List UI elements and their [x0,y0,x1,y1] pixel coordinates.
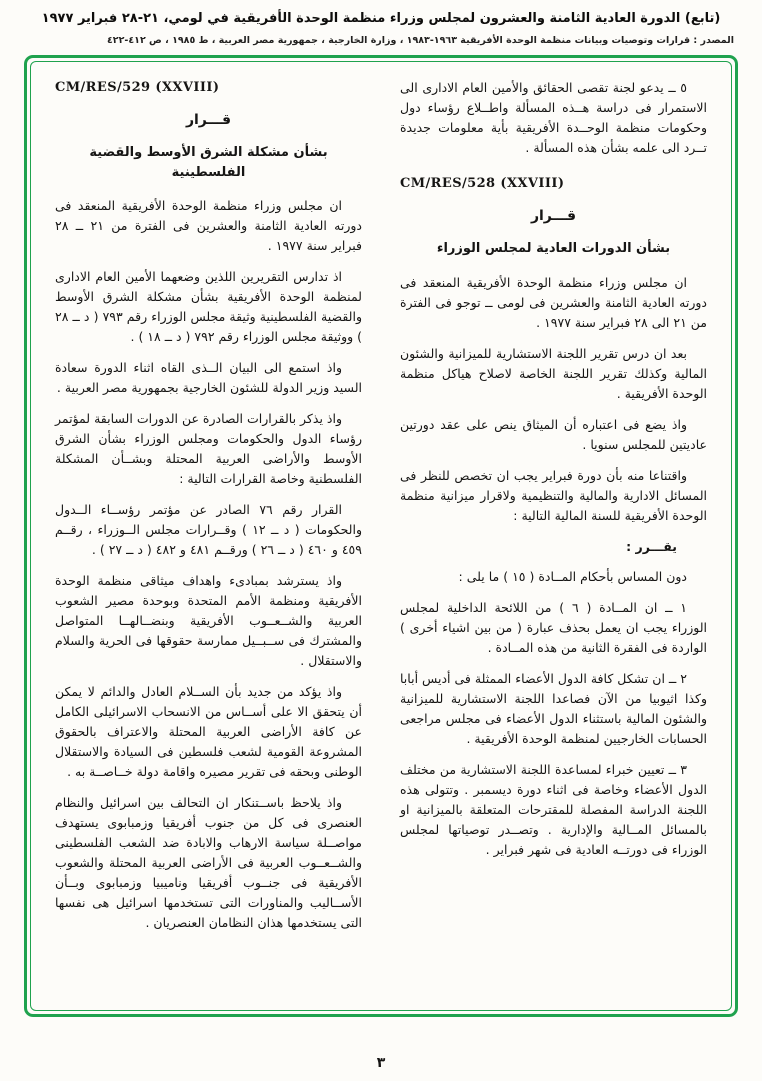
paragraph: اذ تدارس التقريرين اللذين وضعهما الأمين العام الادارى لمنظمة الوحدة الأفريقية بشأن مشكلة الشرق الأوسط والقضية الفلسطينية وثيقة مجلس الوزراء رقم ٧٩٣ ( د ــ ٢٨ ) ووثيقة مجلس الوزراء رقم ٧٩٢ ( د ــ ١٨ ) . [55,269,362,345]
resolution-code-528: CM/RES/528 (XXVIII) [400,176,565,192]
paragraph: واذ يؤكد من جديد بأن الســلام العادل والدائم لا يمكن أن يتحقق الا على أســاس من الانسحاب الاسرائيلى الكامل عن كافة الأراضى العربية المحتلة والاعتراف بالحقوق المشروعة القومية لشعب فلسطين فى السيادة والاستقلال الوطنى وبحقه فى تقرير مصيره واقامة دولة خــاصــة به . [55,684,362,780]
paragraph: واذ استمع الى البيان الــذى القاه اثناء الدورة سعادة السيد وزير الدولة للشئون الخارجية بجمهورية مصر العربية . [55,360,362,396]
page-header [0,10,762,46]
page-number: ٣ [376,1055,386,1071]
carryover-paragraph: ٥ ــ يدعو لجنة تقصى الحقائق والأمين العام الادارى الى الاستمرار فى دراسة هــذه المسألة واطــلاع رؤساء دول وحكومات منظمة الوحــدة الأفريقية بأية معلومات جديدة تــرد الى علمه بشأن هذه المسألة . [400,80,707,156]
resolution-title-529: قـــرار [185,111,232,128]
decides-label: يقـــرر : [626,538,677,554]
paragraph: واذ يلاحظ باســتنكار ان التحالف بين اسرائيل والنظام العنصرى فى كل من جنوب أفريقيا وزمبابوى يستهدف مواصــلة سياسة الارهاب والابادة ضد الشعب الفلسطينى والشــعــوب العربية فى الأراضى العربية المحتلة والشعوب الأفريقية فى جنــوب أفريقيا وناميبيا وزمبابوى وبــأن الأســاليب والمناورات التى تستخدمها اسرائيل هى نفسها التى يستخدمها هذان النظامان العنصريان . [55,795,362,931]
paragraph: القرار رقم ٧٦ الصادر عن مؤتمر رؤســاء الــدول والحكومات ( د ــ ١٢ ) وقــرارات مجلس الــوزراء ، رقــم ٤٥٩ و ٤٦٠ ( د ــ ٢٦ ) ورقــم ٤٨١ و ٤٨٢ ( د ــ ٢٧ ) . [55,502,362,558]
paragraph: واذ يضع فى اعتباره أن الميثاق ينص على عقد دورتين عاديتين للمجلس سنويا . [400,416,707,452]
paragraph: واذ يذكر بالقرارات الصادرة عن الدورات السابقة لمؤتمر رؤساء الدول والحكومات ومجلس الوزراء بشأن الشرق الأوسط والأراضى العربية المحتلة وبشــأن المشكلة الفلسطنية وخاصة القرارات التالية : [55,411,362,487]
header-session-title: (تابع) الدورة العادية الثامنة والعشرون لمجلس وزراء منظمة الوحدة الأفريقية في لومي، ٢١-٢٨ فبراير ١٩٧٧ [41,11,721,26]
paragraph: بعد ان درس تقرير اللجنة الاستشارية للميزانية والشئون المالية وكذلك تقرير اللجنة الخاصة لاصلاح هياكل منظمة الوحدة الأفريقية . [400,345,707,401]
column-resolution-528 [400,78,707,1000]
paragraph: ان مجلس وزراء منظمة الوحدة الأفريقية المنعقد فى دورته العادية الثامنة والعشرين فى لومى ــ توجو فى الفترة من ٢١ الى ٢٨ فبراير سنة ١٩٧٧ . [400,274,707,330]
resolution-subject-529: بشأن مشكلة الشرق الأوسط والقضية الفلسطينية [89,145,328,180]
resolution-title-528: قـــرار [530,207,577,224]
column-resolution-529 [55,78,362,1000]
paragraph: ان مجلس وزراء منظمة الوحدة الأفريقية المنعقد فى دورته العادية الثامنة والعشرين فى الفترة من ٢١ ــ ٢٨ فبراير سنة ١٩٧٧ . [55,198,362,254]
paragraph: واذ يسترشد بمبادىء واهداف ميثاقى منظمة الوحدة الأفريقية ومنظمة الأمم المتحدة وبوحدة مصير الشعوب العربية والشــعــوب الأفريقية وبنضــالهــا المتواصل والمشترك فى ســبــيل ممارسة حقوقها فى الحرية والسلام والاستقلال . [55,573,362,669]
decide-intro: دون المساس بأحكام المــادة ( ١٥ ) ما يلى : [458,568,687,584]
header-source-line: المصدر : قرارات وتوصيات وبيانات منظمة الوحدة الأفريقية ١٩٦٣-١٩٨٣ ، وزارة الخارجية ، جمهورية مصر العربية ، ط ١٩٨٥ ، ص ٤١٢-٤٢٢ [106,35,734,47]
decision-item: ١ ــ ان المــادة ( ٦ ) من اللائحة الداخلية لمجلس الوزراء يجب ان يعمل بحذف عبارة ( من بين اشياء أخرى ) الواردة فى الفقرة الثانية من هذه المــادة . [400,599,707,655]
resolution-subject-528: بشأن الدورات العادية لمجلس الوزراء [436,241,671,257]
decision-item: ٢ ــ ان تشكل كافة الدول الأعضاء الممثلة فى أديس أبابا وكذا اثيوبيا من الآن فصاعدا اللجنة الاستشارية للميزانية والشئون المالية باستثناء الدول الأعضاء فى مجلس مراجعى الحسابات الخارجيين لمنظمة الوحدة الأفريقية . [400,670,707,746]
decision-item: ٣ ــ تعيين خبراء لمساعدة اللجنة الاستشارية من مختلف الدول الأعضاء وخاصة فى اثناء دورة ديسمبر . وتتولى هذه اللجنة الدراسة المفصلة للمقترحات المتعلقة بالميزانية او بالمسائل المــالية والإدارية . وتصــدر توصياتها لمجلس الوزراء فى دورتــه العادية فى شهر فبراير . [400,761,707,857]
green-border-frame [24,55,738,1017]
green-border-frame-inner [30,61,732,1011]
paragraph: واقتناعا منه بأن دورة فبراير يجب ان تخصص للنظر فى المسائل الادارية والمالية والتنظيمية ولاقرار ميزانية منظمة الوحدة الأفريقية للسنة المالية التالية : [400,467,707,523]
resolution-code-529: CM/RES/529 (XXVIII) [55,80,220,96]
two-column-text [55,78,707,1000]
